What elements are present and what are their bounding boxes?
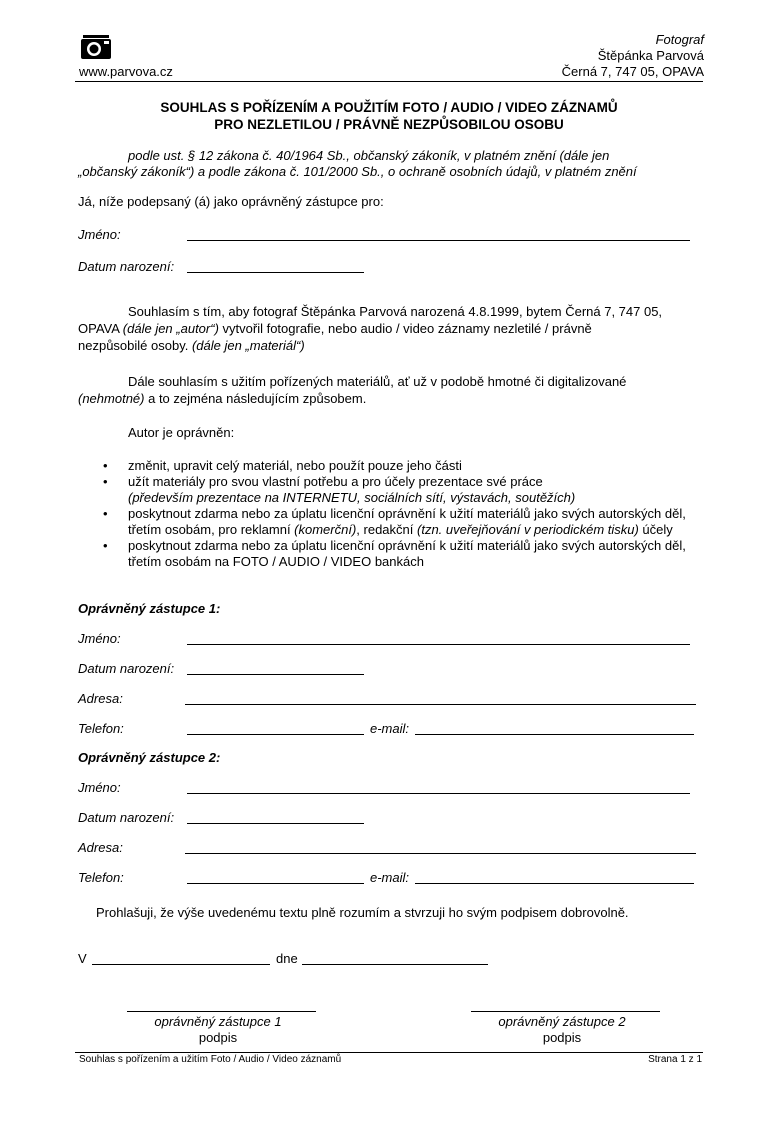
rep2-address-label: Adresa: [78, 840, 123, 855]
signature-1-field[interactable] [127, 1011, 316, 1012]
date-field[interactable] [302, 964, 488, 965]
declaration-text: Prohlašuji, že výše uvedenému textu plně rozumím a stvrzuji ho svým podpisem dobrovolně. [96, 905, 629, 920]
child-dob-field[interactable] [187, 272, 364, 273]
signature-1-label: podpis [198, 1030, 238, 1045]
list-item: • poskytnout zdarma nebo za úplatu licenční oprávnění k užití materiálů jako svých autorských děl, třetím osobám na FOTO / AUDIO / VIDEO bankách [103, 538, 686, 569]
child-dob-label: Datum narození: [78, 259, 175, 274]
place-field[interactable] [92, 964, 270, 965]
doc-heading-1: SOUHLAS S POŘÍZENÍM A POUŽITÍM FOTO / AUDIO / VIDEO ZÁZNAMŮ [160, 100, 618, 115]
rep2-dob-field[interactable] [187, 823, 364, 824]
signature-2-role: oprávněný zástupce 2 [498, 1014, 626, 1029]
legal-reference-line1: podle ust. § 12 zákona č. 40/1964 Sb., občanský zákoník, v platném znění (dále jen [128, 148, 610, 163]
rep2-phone-field[interactable] [187, 883, 364, 884]
rep2-name-field[interactable] [187, 793, 690, 794]
child-name-label: Jméno: [78, 227, 121, 242]
rep2-email-label: e-mail: [370, 870, 410, 885]
rep1-dob-field[interactable] [187, 674, 364, 675]
signature-1-role: oprávněný zástupce 1 [154, 1014, 282, 1029]
consent-paragraph-2: Dále souhlasím s užitím pořízených materiálů, ať už v podobě hmotné či digitalizované (nehmotné) a to zejména následujícím způsobem. [78, 374, 627, 406]
rep1-name-label: Jméno: [78, 631, 121, 646]
rep1-address-label: Adresa: [78, 691, 123, 706]
rep2-email-field[interactable] [415, 883, 694, 884]
website-link[interactable]: www.parvova.cz [79, 64, 173, 79]
doc-heading-2: PRO NEZLETILOU / PRÁVNĚ NEZPŮSOBILOU OSOBU [214, 117, 564, 132]
rep1-email-field[interactable] [415, 734, 694, 735]
list-item: • poskytnout zdarma nebo za úplatu licenční oprávnění k užití materiálů jako svých autorských děl, třetím osobám, pro reklamní (komerční), redakční (tzn. uveřejňování v periodickém tisku) účely [103, 506, 686, 537]
camera-icon [80, 35, 112, 61]
rep1-phone-label: Telefon: [78, 721, 124, 736]
rep2-heading: Oprávněný zástupce 2: [78, 750, 221, 765]
list-item: • užít materiály pro svou vlastní potřebu a pro účely prezentace své práce (především prezentace na INTERNETU, sociálních sítí, výstavách, soutěžích) [103, 474, 576, 505]
header-title: Fotograf [655, 32, 704, 47]
footer-left: Souhlas s pořízením a užitím Foto / Audio / Video záznamů [79, 1054, 342, 1065]
intro-text: Já, níže podepsaný (á) jako oprávněný zástupce pro: [78, 194, 384, 209]
header-name: Štěpánka Parvová [597, 48, 704, 63]
list-item: • změnit, upravit celý materiál, nebo použít pouze jeho části [103, 458, 462, 473]
legal-reference-line2: „občanský zákoník“) a podle zákona č. 101/2000 Sb., o ochraně osobních údajů, v platném znění [78, 164, 637, 179]
rep1-address-field[interactable] [185, 704, 696, 705]
signature-2-field[interactable] [471, 1011, 660, 1012]
header-divider [75, 81, 703, 82]
rep1-dob-label: Datum narození: [78, 661, 175, 676]
rep1-phone-field[interactable] [187, 734, 364, 735]
author-entitled-text: Autor je oprávněn: [128, 425, 235, 440]
child-name-field[interactable] [187, 240, 690, 241]
consent-paragraph-1: Souhlasím s tím, aby fotograf Štěpánka Parvová narozená 4.8.1999, bytem Černá 7, 747 05, OPAVA (dále jen „autor“) vytvořil fotografie, nebo audio / video záznamy nezletilé / právně nezpůsobilé osoby. (dále jen „materiál“) [78, 304, 663, 353]
header-address: Černá 7, 747 05, OPAVA [561, 64, 704, 79]
rep1-heading: Oprávněný zástupce 1: [78, 601, 221, 616]
date-label: dne [276, 951, 298, 966]
rep1-email-label: e-mail: [370, 721, 410, 736]
place-label: V [78, 951, 87, 966]
rep2-address-field[interactable] [185, 853, 696, 854]
signature-2-label: podpis [542, 1030, 582, 1045]
rep2-dob-label: Datum narození: [78, 810, 175, 825]
rights-list [78, 458, 708, 570]
footer-divider [75, 1052, 703, 1053]
rep2-phone-label: Telefon: [78, 870, 124, 885]
rep1-name-field[interactable] [187, 644, 690, 645]
rep2-name-label: Jméno: [78, 780, 121, 795]
footer-page-number: Strana 1 z 1 [648, 1054, 702, 1065]
